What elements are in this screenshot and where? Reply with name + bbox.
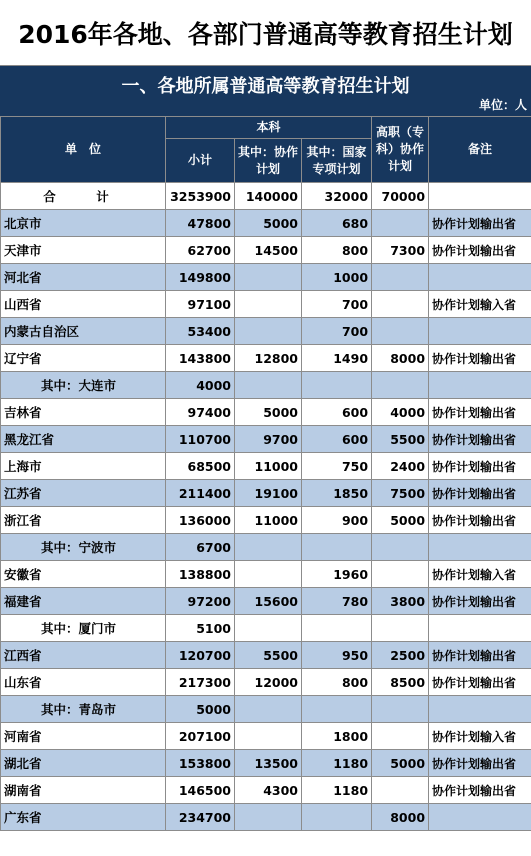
row-gaozhi: 7500 — [372, 480, 429, 507]
row-xiezuo: 11000 — [235, 453, 302, 480]
row-guojia — [302, 696, 372, 723]
row-name: 广东省 — [1, 804, 166, 831]
row-gaozhi: 2400 — [372, 453, 429, 480]
row-name: 福建省 — [1, 588, 166, 615]
row-xiezuo: 5000 — [235, 210, 302, 237]
row-xiezuo — [235, 318, 302, 345]
row-guojia: 750 — [302, 453, 372, 480]
row-name: 辽宁省 — [1, 345, 166, 372]
header-xiezuo-text: 其中：协作计划 — [238, 144, 299, 176]
row-xiezuo: 12800 — [235, 345, 302, 372]
table-row — [1, 372, 531, 399]
row-gaozhi: 4000 — [372, 399, 429, 426]
header-guojia-text: 其中：国家专项计划 — [306, 144, 367, 176]
table-row — [1, 750, 531, 777]
row-subtotal: 146500 — [166, 777, 235, 804]
row-guojia — [302, 804, 372, 831]
row-subtotal: 62700 — [166, 237, 235, 264]
row-name: 其中：厦门市 — [1, 615, 166, 642]
table-row — [1, 345, 531, 372]
row-note: 协作计划输出省 — [429, 426, 531, 453]
row-note: 协作计划输出省 — [429, 750, 531, 777]
row-guojia: 700 — [302, 291, 372, 318]
row-name: 浙江省 — [1, 507, 166, 534]
row-xiezuo: 15600 — [235, 588, 302, 615]
row-guojia: 680 — [302, 210, 372, 237]
row-subtotal: 53400 — [166, 318, 235, 345]
row-note — [429, 615, 531, 642]
table-body — [1, 183, 531, 831]
row-guojia: 1180 — [302, 750, 372, 777]
row-subtotal: 217300 — [166, 669, 235, 696]
table-row — [1, 642, 531, 669]
row-subtotal: 143800 — [166, 345, 235, 372]
row-subtotal: 47800 — [166, 210, 235, 237]
table-row — [1, 318, 531, 345]
row-note — [429, 183, 531, 210]
header-unit: 单 位 — [1, 117, 166, 183]
row-xiezuo — [235, 264, 302, 291]
row-gaozhi — [372, 372, 429, 399]
row-xiezuo: 140000 — [235, 183, 302, 210]
row-xiezuo — [235, 696, 302, 723]
row-gaozhi: 8000 — [372, 804, 429, 831]
row-subtotal: 97200 — [166, 588, 235, 615]
row-guojia: 1850 — [302, 480, 372, 507]
row-gaozhi — [372, 561, 429, 588]
section-header — [0, 66, 531, 116]
table-row — [1, 453, 531, 480]
row-name: 河南省 — [1, 723, 166, 750]
row-gaozhi — [372, 291, 429, 318]
row-note — [429, 534, 531, 561]
table-row — [1, 696, 531, 723]
row-xiezuo: 9700 — [235, 426, 302, 453]
table-row — [1, 183, 531, 210]
row-xiezuo: 12000 — [235, 669, 302, 696]
row-gaozhi — [372, 777, 429, 804]
row-name: 江苏省 — [1, 480, 166, 507]
table-row — [1, 615, 531, 642]
enrollment-plan-table — [0, 116, 531, 831]
row-subtotal: 234700 — [166, 804, 235, 831]
row-name: 上海市 — [1, 453, 166, 480]
table-row — [1, 399, 531, 426]
row-name: 北京市 — [1, 210, 166, 237]
row-guojia — [302, 615, 372, 642]
row-xiezuo: 14500 — [235, 237, 302, 264]
row-subtotal: 138800 — [166, 561, 235, 588]
row-gaozhi: 5500 — [372, 426, 429, 453]
row-subtotal: 6700 — [166, 534, 235, 561]
row-guojia: 700 — [302, 318, 372, 345]
row-guojia: 1180 — [302, 777, 372, 804]
row-xiezuo: 4300 — [235, 777, 302, 804]
row-gaozhi: 5000 — [372, 507, 429, 534]
row-subtotal: 68500 — [166, 453, 235, 480]
row-subtotal: 149800 — [166, 264, 235, 291]
row-gaozhi: 8000 — [372, 345, 429, 372]
row-gaozhi — [372, 696, 429, 723]
row-note — [429, 372, 531, 399]
row-note: 协作计划输入省 — [429, 291, 531, 318]
row-guojia: 32000 — [302, 183, 372, 210]
table-row — [1, 561, 531, 588]
row-xiezuo — [235, 534, 302, 561]
table-row — [1, 264, 531, 291]
row-guojia: 1490 — [302, 345, 372, 372]
row-guojia: 1000 — [302, 264, 372, 291]
row-note — [429, 696, 531, 723]
row-name: 山西省 — [1, 291, 166, 318]
row-guojia: 950 — [302, 642, 372, 669]
row-note: 协作计划输入省 — [429, 723, 531, 750]
row-guojia: 1800 — [302, 723, 372, 750]
table-row — [1, 804, 531, 831]
row-gaozhi — [372, 615, 429, 642]
row-subtotal: 5000 — [166, 696, 235, 723]
row-name: 吉林省 — [1, 399, 166, 426]
row-subtotal: 97100 — [166, 291, 235, 318]
row-guojia — [302, 534, 372, 561]
table-row — [1, 723, 531, 750]
table-row — [1, 777, 531, 804]
row-xiezuo — [235, 615, 302, 642]
row-note: 协作计划输出省 — [429, 399, 531, 426]
row-note: 协作计划输出省 — [429, 588, 531, 615]
row-note: 协作计划输出省 — [429, 480, 531, 507]
table-row — [1, 588, 531, 615]
row-name: 湖北省 — [1, 750, 166, 777]
row-xiezuo: 11000 — [235, 507, 302, 534]
row-xiezuo — [235, 723, 302, 750]
row-gaozhi: 8500 — [372, 669, 429, 696]
row-subtotal: 120700 — [166, 642, 235, 669]
table-row — [1, 426, 531, 453]
table-row — [1, 291, 531, 318]
row-note — [429, 318, 531, 345]
document-title: 2016年各地、各部门普通高等教育招生计划 — [0, 0, 531, 66]
header-xiezuo — [235, 139, 302, 183]
row-note: 协作计划输入省 — [429, 561, 531, 588]
row-gaozhi — [372, 264, 429, 291]
unit-label: 单位：人 — [478, 98, 527, 112]
row-gaozhi: 70000 — [372, 183, 429, 210]
row-subtotal: 97400 — [166, 399, 235, 426]
row-gaozhi — [372, 534, 429, 561]
row-xiezuo — [235, 291, 302, 318]
row-note: 协作计划输出省 — [429, 777, 531, 804]
row-guojia — [302, 372, 372, 399]
row-subtotal: 153800 — [166, 750, 235, 777]
row-name: 山东省 — [1, 669, 166, 696]
row-subtotal: 3253900 — [166, 183, 235, 210]
header-gaozhi-text: 高职（专科）协作计划 — [376, 125, 425, 173]
row-name: 其中：大连市 — [1, 372, 166, 399]
row-gaozhi — [372, 318, 429, 345]
row-gaozhi: 7300 — [372, 237, 429, 264]
row-xiezuo: 13500 — [235, 750, 302, 777]
row-note: 协作计划输出省 — [429, 507, 531, 534]
row-name: 天津市 — [1, 237, 166, 264]
header-guojia — [302, 139, 372, 183]
table-row — [1, 480, 531, 507]
row-subtotal: 4000 — [166, 372, 235, 399]
row-subtotal: 211400 — [166, 480, 235, 507]
row-name: 黑龙江省 — [1, 426, 166, 453]
row-gaozhi — [372, 210, 429, 237]
row-gaozhi: 3800 — [372, 588, 429, 615]
table-row — [1, 534, 531, 561]
header-gaozhi — [372, 117, 429, 183]
table-row — [1, 507, 531, 534]
row-xiezuo — [235, 372, 302, 399]
row-note: 协作计划输出省 — [429, 453, 531, 480]
row-note: 协作计划输出省 — [429, 237, 531, 264]
header-xiaoji: 小计 — [166, 139, 235, 183]
row-guojia: 900 — [302, 507, 372, 534]
section-title: 一、各地所属普通高等教育招生计划 — [121, 76, 410, 97]
row-guojia: 800 — [302, 669, 372, 696]
table-row — [1, 237, 531, 264]
row-name: 安徽省 — [1, 561, 166, 588]
row-xiezuo: 5000 — [235, 399, 302, 426]
table-row — [1, 210, 531, 237]
header-beizhu: 备注 — [429, 117, 531, 183]
row-name: 合 计 — [1, 183, 166, 210]
row-name: 湖南省 — [1, 777, 166, 804]
row-xiezuo — [235, 561, 302, 588]
row-xiezuo: 5500 — [235, 642, 302, 669]
row-note: 协作计划输出省 — [429, 210, 531, 237]
row-guojia: 800 — [302, 237, 372, 264]
row-name: 其中：青岛市 — [1, 696, 166, 723]
row-note: 协作计划输出省 — [429, 669, 531, 696]
row-subtotal: 5100 — [166, 615, 235, 642]
row-subtotal: 110700 — [166, 426, 235, 453]
row-note — [429, 804, 531, 831]
row-guojia: 780 — [302, 588, 372, 615]
row-name: 其中：宁波市 — [1, 534, 166, 561]
row-note: 协作计划输出省 — [429, 345, 531, 372]
row-guojia: 1960 — [302, 561, 372, 588]
row-name: 河北省 — [1, 264, 166, 291]
table-row — [1, 669, 531, 696]
row-guojia: 600 — [302, 399, 372, 426]
row-name: 江西省 — [1, 642, 166, 669]
row-subtotal: 207100 — [166, 723, 235, 750]
row-gaozhi: 2500 — [372, 642, 429, 669]
row-xiezuo — [235, 804, 302, 831]
row-gaozhi: 5000 — [372, 750, 429, 777]
row-guojia: 600 — [302, 426, 372, 453]
row-gaozhi — [372, 723, 429, 750]
row-xiezuo: 19100 — [235, 480, 302, 507]
row-note: 协作计划输出省 — [429, 642, 531, 669]
row-note — [429, 264, 531, 291]
row-name: 内蒙古自治区 — [1, 318, 166, 345]
header-benke: 本科 — [166, 117, 372, 139]
row-subtotal: 136000 — [166, 507, 235, 534]
